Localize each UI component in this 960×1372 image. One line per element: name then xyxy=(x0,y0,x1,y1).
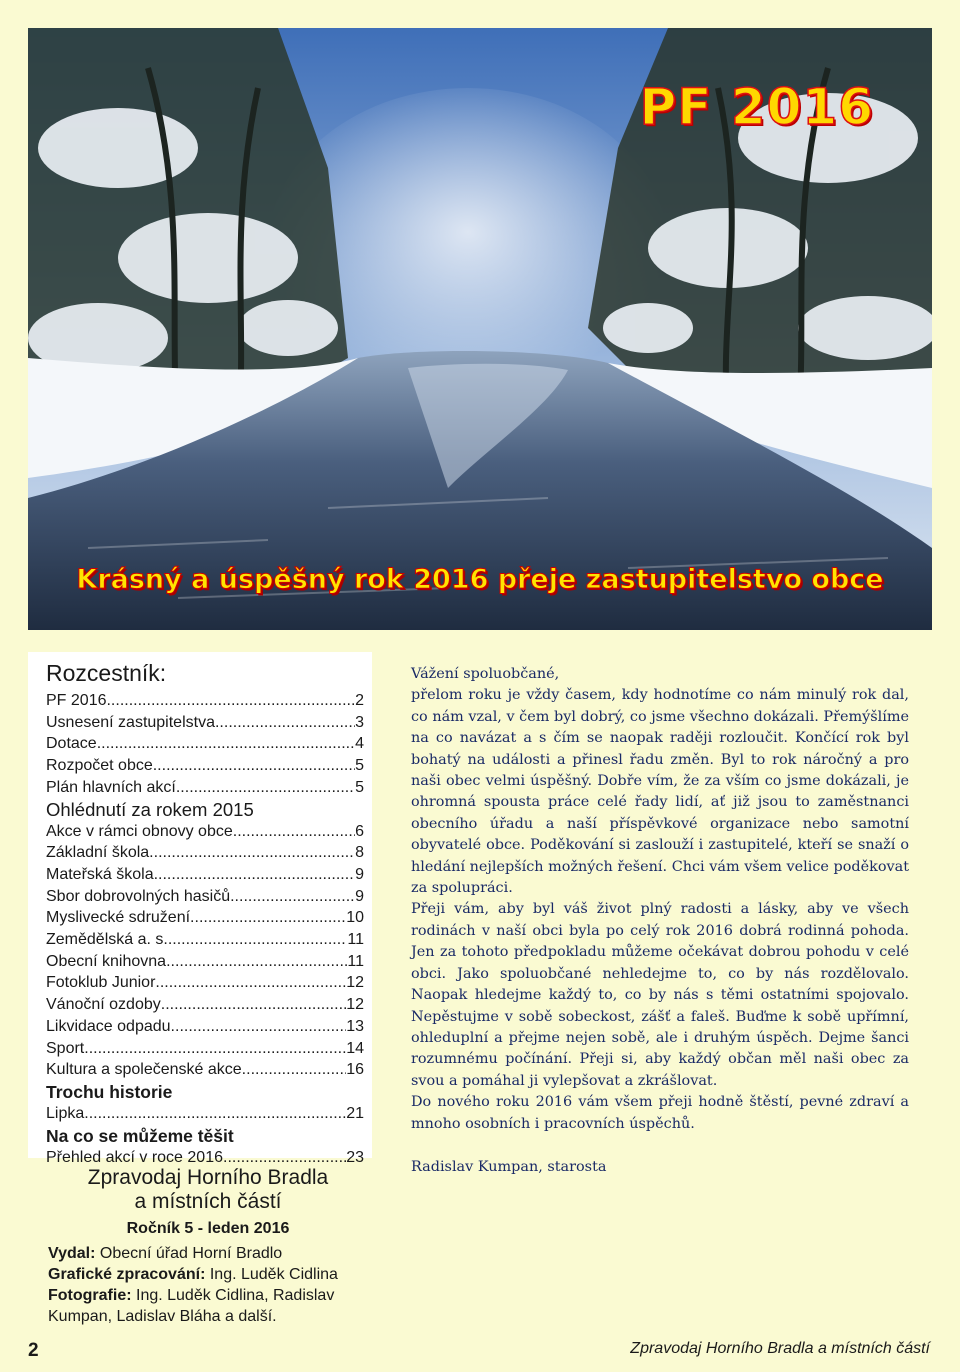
toc-entry-label: Plán hlavních akcí xyxy=(46,778,176,796)
new-year-greeting: Krásný a úspěšný rok 2016 přeje zastupitelstvo obce xyxy=(76,564,884,595)
toc-entry-label: PF 2016 xyxy=(46,692,107,709)
toc-entry-page: 11 xyxy=(347,952,364,970)
toc-leader-dots xyxy=(242,1059,347,1081)
imprint-graphics: Grafické zpracování: Ing. Luděk Cidlina xyxy=(48,1266,338,1283)
toc-section-heading: Ohlédnutí za rokem 2015 xyxy=(46,798,254,820)
toc-entry-page: 23 xyxy=(346,1148,364,1166)
toc-entry xyxy=(46,842,364,864)
toc-entry-page: 12 xyxy=(346,974,364,992)
toc-entry-label: Dotace xyxy=(46,735,97,753)
toc-entry-page: 5 xyxy=(355,757,364,775)
toc-leader-dots xyxy=(161,994,346,1016)
toc-entry-label: Likvidace odpadu xyxy=(46,1017,171,1035)
toc-leader-dots xyxy=(230,886,355,908)
letter-paragraph-3: Do nového roku 2016 vám všem přeji hodně štěstí, pevné zdraví a mnoho osobních i pracovních úspěchů. xyxy=(411,1094,909,1132)
toc-entry-page: 10 xyxy=(346,909,364,927)
toc-entry-label: Kultura a společenské akce xyxy=(46,1061,242,1079)
table-of-contents xyxy=(28,652,372,1166)
toc-entry-page: 4 xyxy=(355,735,364,753)
mayor-letter xyxy=(411,664,909,1178)
toc-entry-page: 8 xyxy=(355,844,364,862)
toc-entry-label: Rozpočet obce xyxy=(46,757,153,775)
letter-salutation: Vážení spoluobčané, xyxy=(411,666,560,682)
toc-leader-dots xyxy=(84,1103,346,1125)
toc-entry xyxy=(46,755,364,777)
toc-leader-dots xyxy=(154,864,356,886)
toc-entry-label: Lipka xyxy=(46,1104,85,1122)
toc-leader-dots xyxy=(84,1038,346,1060)
imprint-publisher: Vydal: Obecní úřad Horní Bradlo xyxy=(48,1245,283,1262)
toc-entry-page: 6 xyxy=(355,822,364,840)
letter-paragraph-2: Přeji vám, aby byl váš život plný radosti a lásky, aby ve všech rodinách v naší obci byla po celý rok 2016 dobrá rodinná pohoda. Jen za tohoto předpokladu můžeme očekávat dobrou pohodu v celé obci. Jako spoluobčané nehledejme to, co by nás rozdělovalo. Naopak hledejme každý to, co by nás s těmi ostatními spojovalo. Nepěstujme v sobě sobeckost, zášť a faleš. Buďme k sobě upřímní, ohleduplní a přejme nejen sobě, ale i druhým úspěch. Dejme šanci rozumnému počínání. Přeji si, aby každý občan měl naši obec za svou a pomáhal ji vylepšovat a zkrášlovat. xyxy=(411,901,909,1089)
toc-entry xyxy=(46,886,364,908)
toc-entry-page: 3 xyxy=(355,713,364,731)
toc-list xyxy=(46,690,372,1168)
toc-entry xyxy=(46,821,364,843)
toc-leader-dots xyxy=(215,712,355,734)
toc-entry-label: Fotoklub Junior xyxy=(46,974,156,992)
toc-leader-dots xyxy=(176,777,355,799)
toc-entry xyxy=(46,907,364,929)
toc-entry xyxy=(46,1016,364,1038)
letter-paragraph-1: přelom roku je vždy časem, kdy hodnotíme co nám minulý rok dal, co nám vzal, v čem byl dobrý, co jsme všechno dokázali. Přemýšlíme na co navázat a s čím se naopak raději rozloučit. Končící rok byl bohatý na události a přinesl řadu změn. Byl to rok náročný a pro naši obec velmi úspěšný. Dobře vím, že za vším co jsme dokázali, je ohromná spousta práce celé řady lidí, ať již jsou to zaměstnanci obecního úřadu a naší příspěvkové organizace nebo samotní obyvatelé obce. Poděkování si zaslouží i zastupitelé, kteří se snaží o hledání nejlepších možných řešení. Chci vám všem velice poděkovat za spolupráci. xyxy=(411,687,909,897)
imprint-title-line1: Zpravodaj Horního Bradla xyxy=(87,1166,329,1189)
toc-entry xyxy=(46,951,364,973)
toc-entry-label: Obecní knihovna xyxy=(46,952,167,970)
toc-leader-dots xyxy=(168,929,348,951)
toc-entry-label: Sport xyxy=(46,1039,85,1057)
toc-entry-page: 21 xyxy=(346,1104,364,1122)
pf-title: PF 2016 xyxy=(639,78,874,136)
toc-entry-page: 5 xyxy=(355,778,364,796)
imprint-edition: Ročník 5 - leden 2016 xyxy=(126,1220,290,1237)
toc-entry-page: 9 xyxy=(355,887,364,905)
toc-entry-page: 14 xyxy=(346,1039,364,1057)
toc-entry xyxy=(46,733,364,755)
toc-entry-label: Základní škola xyxy=(46,844,150,862)
toc-leader-dots xyxy=(171,1016,347,1038)
toc-entry-label: Mateřská škola xyxy=(46,865,154,883)
toc-entry xyxy=(46,712,364,734)
toc-leader-dots xyxy=(149,842,355,864)
toc-entry xyxy=(46,690,364,712)
hero-photo xyxy=(28,28,932,630)
toc-entry-label: Vánoční ozdoby xyxy=(46,996,161,1014)
toc-entry xyxy=(46,1038,364,1060)
letter-signature: Radislav Kumpan, starosta xyxy=(411,1158,607,1175)
toc-entry-page: 11 xyxy=(347,931,364,949)
toc-entry-label: Usnesení zastupitelstva xyxy=(46,713,215,731)
toc-entry-page: 9 xyxy=(355,865,364,883)
toc-leader-dots xyxy=(166,951,347,973)
toc-leader-dots xyxy=(153,755,355,777)
toc-entry-page: 12 xyxy=(346,996,364,1014)
toc-leader-dots xyxy=(190,907,346,929)
toc-entry xyxy=(46,972,364,994)
imprint xyxy=(48,1166,378,1327)
imprint-title xyxy=(48,1166,368,1214)
toc-leader-dots xyxy=(106,690,355,712)
toc-entry-label: Akce v rámci obnovy obce xyxy=(46,822,233,840)
toc-entry xyxy=(46,864,364,886)
toc-entry xyxy=(46,1103,364,1125)
imprint-photos: Fotografie: Ing. Luděk Cidlina, Radislav Kumpan, Ladislav Bláha a další. xyxy=(48,1287,335,1325)
toc-title: Rozcestník: xyxy=(46,660,167,686)
toc-entry xyxy=(46,994,364,1016)
page-number: 2 xyxy=(28,1340,39,1361)
toc-entry-label: Přehled akcí v roce 2016 xyxy=(46,1148,223,1166)
toc-entry xyxy=(46,777,364,799)
toc-leader-dots xyxy=(97,733,355,755)
toc-section-heading: Trochu historie xyxy=(46,1081,173,1102)
toc-section-heading: Na co se můžeme těšit xyxy=(46,1125,234,1146)
toc-entry-page: 13 xyxy=(346,1017,364,1035)
footer-publication-title: Zpravodaj Horního Bradla a místních částí xyxy=(630,1340,930,1357)
toc-leader-dots xyxy=(233,821,355,843)
toc-entry-page: 16 xyxy=(346,1061,364,1079)
toc-entry-label: Myslivecké sdružení xyxy=(46,909,191,927)
toc-entry-label: Sbor dobrovolných hasičů xyxy=(46,887,231,905)
toc-entry-label: Zemědělská a. s. xyxy=(46,931,168,949)
toc-entry xyxy=(46,1059,364,1081)
toc-entry xyxy=(46,929,364,951)
imprint-title-line2: a místních částí xyxy=(134,1190,282,1213)
toc-entry-page: 2 xyxy=(355,692,364,709)
toc-leader-dots xyxy=(155,972,346,994)
